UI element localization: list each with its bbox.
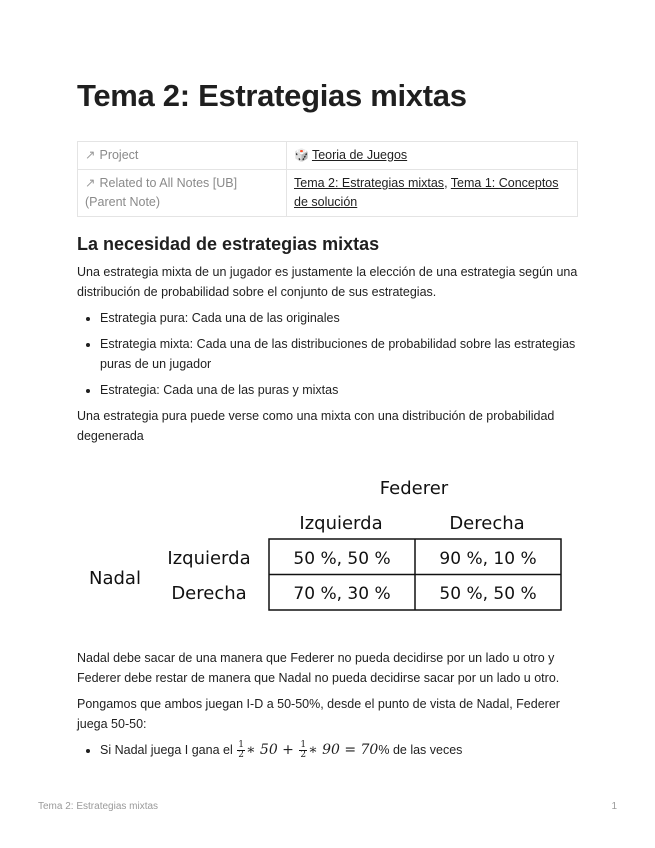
project-link[interactable]: Teoria de Juegos: [311, 148, 408, 162]
probability-formula: [236, 739, 379, 760]
property-row-related: [78, 170, 578, 217]
column-header: Izquierda: [299, 513, 383, 534]
pure-strategy-paragraph: Una estrategia pura puede verse como una mixta con una distribución de probabilidad degenerada: [77, 409, 555, 443]
related-link[interactable]: Tema 2: Estrategias mixtas: [294, 176, 445, 190]
list-item: • Estrategia pura: Cada una de las originales: [100, 308, 580, 328]
property-value: [287, 142, 578, 170]
paragraph: Nadal debe sacar de una manera que Federer no pueda decidirse por un lado u otro y Federer debe restar de manera que Nadal no pueda decidirse sacar por un lado u otro.: [77, 651, 560, 685]
payoff-cell: 50 %, 50 %: [293, 549, 391, 569]
fraction: [299, 741, 307, 760]
properties-table: [77, 141, 578, 217]
payoff-cell: 90 %, 10 %: [439, 549, 537, 569]
payoff-cell: 70 %, 30 %: [293, 584, 391, 604]
property-key: [78, 142, 287, 170]
intro-paragraph: Una estrategia mixta de un jugador es justamente la elección de una estrategia según una distribución de probabilidad sobre el conjunto de sus estrategias.: [77, 265, 578, 299]
list-item: [100, 740, 580, 760]
row-header: Izquierda: [167, 548, 251, 569]
paragraph: Pongamos que ambos juegan I-D a 50-50%, desde el punto de vista de Nadal, Federer juega 50-50:: [77, 697, 560, 731]
list-item: • Estrategia: Cada una de las puras y mixtas: [100, 380, 580, 400]
page-title: Tema 2: Estrategias mixtas: [77, 78, 467, 113]
list-item: • Estrategia mixta: Cada una de las distribuciones de probabilidad sobre las estrategias puras de un jugador: [100, 334, 580, 374]
payoff-matrix-image: [77, 470, 577, 620]
column-player-label: Federer: [379, 478, 449, 499]
arrow-icon: ↗: [85, 176, 96, 190]
property-row-project: [78, 142, 578, 170]
fraction-denominator: 2: [238, 749, 244, 760]
footer-title: Tema 2: Estrategias mixtas: [38, 801, 159, 812]
formula-term: ∗ 50 +: [245, 742, 294, 758]
related-link[interactable]: Tema 1: Conceptos de solución: [294, 176, 559, 209]
page-number: 1: [611, 801, 617, 812]
property-key-label: Related to All Notes [UB] (Parent Note): [85, 176, 238, 209]
bullet-suffix: de las veces: [389, 743, 463, 757]
payoff-cell: 50 %, 50 %: [439, 584, 537, 604]
arrow-icon: ↗: [85, 148, 96, 162]
fraction-numerator: 1: [300, 739, 307, 750]
section-heading: La necesidad de estrategias mixtas: [77, 234, 380, 254]
dice-icon: 🎲: [294, 148, 309, 162]
strategy-list: [77, 308, 580, 400]
bullet-prefix: Si Nadal juega I gana el: [100, 743, 233, 757]
property-key: [78, 170, 287, 217]
fraction-denominator: 2: [300, 749, 307, 760]
analysis-content: [77, 648, 580, 766]
fraction-numerator: 1: [238, 739, 244, 750]
analysis-list: [77, 740, 580, 760]
percent-sign: %: [378, 743, 390, 757]
property-key-label: Project: [99, 148, 139, 162]
row-header: Derecha: [171, 583, 247, 604]
property-value: Tema 2: Estrategias mixtas, Tema 1: Conceptos de solución: [287, 170, 578, 217]
column-header: Derecha: [449, 513, 525, 534]
main-content: [77, 232, 580, 452]
row-player-label: Nadal: [89, 568, 141, 589]
fraction: [237, 741, 245, 760]
formula-term: ∗ 90 = 70: [308, 742, 379, 758]
